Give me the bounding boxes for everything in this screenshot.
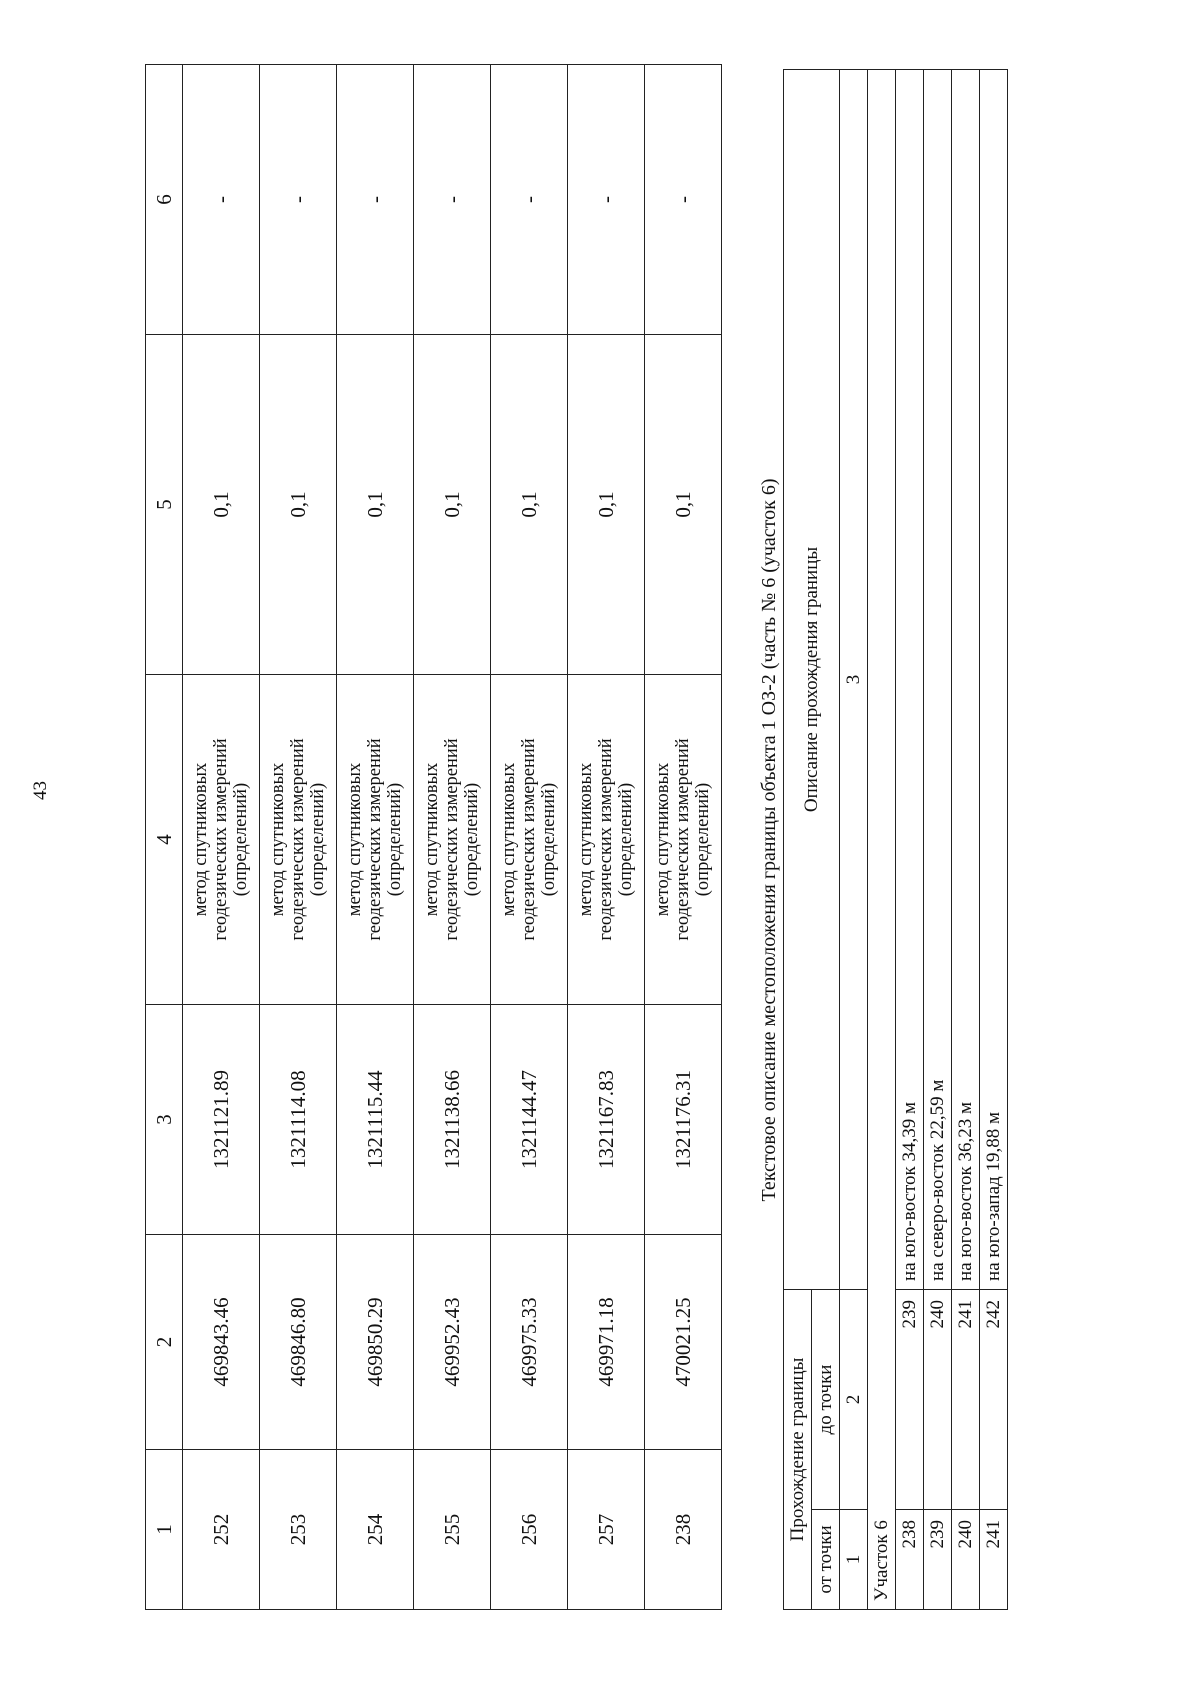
x-coordinate-cell: 469971.18 [568,1235,645,1450]
point-cell: 256 [491,1450,568,1610]
coordinates-table [145,64,722,1610]
from-column-header: от точки [812,1510,840,1610]
method-cell [414,675,491,1005]
boundary-segment-row [896,69,924,1609]
method-line: метод спутниковых [191,762,211,917]
method-line: геодезических измерений [519,738,539,941]
x-coordinate-cell: 469846.80 [260,1235,337,1450]
accuracy-cell: 0,1 [645,335,722,675]
to-point-cell: 241 [952,1289,980,1509]
page-number: 43 [30,781,51,800]
boundary-segment-row [980,69,1008,1609]
coordinate-row [183,65,260,1610]
segment-description-cell: на юго-восток 36,23 м [952,69,980,1289]
from-point-cell: 241 [980,1510,1008,1610]
accuracy-cell: 0,1 [568,335,645,675]
note-cell: - [491,65,568,335]
boundary-segment-row [924,69,952,1609]
point-cell: 255 [414,1450,491,1610]
y-coordinate-cell: 1321114.08 [260,1005,337,1235]
method-cell [645,675,722,1005]
coordinate-row [414,65,491,1610]
header-cell: 4 [146,675,183,1005]
accuracy-cell: 0,1 [337,335,414,675]
method-line: метод спутниковых [268,762,288,917]
method-line: метод спутниковых [345,762,365,917]
coordinate-row [568,65,645,1610]
method-line: геодезических измерений [596,738,616,941]
segment-description-cell: на юго-запад 19,88 м [980,69,1008,1289]
note-cell: - [337,65,414,335]
x-coordinate-cell: 469843.46 [183,1235,260,1450]
segment-description-cell: на юго-восток 34,39 м [896,69,924,1289]
method-line: (определений) [385,782,405,897]
method-line: метод спутниковых [576,762,596,917]
from-point-cell: 238 [896,1510,924,1610]
method-line: (определений) [462,782,482,897]
group-header: Прохождение границы [784,1289,812,1609]
header-cell: 5 [146,335,183,675]
method-line: (определений) [231,782,251,897]
to-column-number: 2 [840,1289,868,1509]
method-cell [491,675,568,1005]
note-cell: - [645,65,722,335]
y-coordinate-cell: 1321138.66 [414,1005,491,1235]
method-line: геодезических измерений [365,738,385,941]
accuracy-cell: 0,1 [183,335,260,675]
method-line: (определений) [616,782,636,897]
point-cell: 254 [337,1450,414,1610]
from-point-cell: 240 [952,1510,980,1610]
note-cell: - [568,65,645,335]
header-cell: 1 [146,1450,183,1610]
method-cell [183,675,260,1005]
rotated-page-content [145,110,1145,1610]
desc-column-header: Описание прохождения границы [784,69,840,1289]
y-coordinate-cell: 1321115.44 [337,1005,414,1235]
method-cell [337,675,414,1005]
x-coordinate-cell: 469952.43 [414,1235,491,1450]
method-cell [568,675,645,1005]
method-line: геодезических измерений [211,738,231,941]
x-coordinate-cell: 469850.29 [337,1235,414,1450]
y-coordinate-cell: 1321167.83 [568,1005,645,1235]
point-cell: 253 [260,1450,337,1610]
point-cell: 252 [183,1450,260,1610]
coordinate-row [491,65,568,1610]
method-line: геодезических измерений [442,738,462,941]
boundary-segment-row [952,69,980,1609]
to-point-cell: 239 [896,1289,924,1509]
method-line: метод спутниковых [422,762,442,917]
method-line: (определений) [693,782,713,897]
header-cell: 3 [146,1005,183,1235]
note-cell: - [183,65,260,335]
coordinate-row [260,65,337,1610]
coordinate-row [645,65,722,1610]
note-cell: - [414,65,491,335]
x-coordinate-cell: 469975.33 [491,1235,568,1450]
y-coordinate-cell: 1321121.89 [183,1005,260,1235]
method-line: метод спутниковых [499,762,519,917]
boundary-description-table [783,69,1008,1610]
method-line: (определений) [539,782,559,897]
method-line: геодезических измерений [288,738,308,941]
accuracy-cell: 0,1 [491,335,568,675]
x-coordinate-cell: 470021.25 [645,1235,722,1450]
method-line: метод спутниковых [653,762,673,917]
desc-column-number: 3 [840,69,868,1289]
coordinates-header-row [146,65,183,1610]
to-column-header: до точки [812,1289,840,1509]
accuracy-cell: 0,1 [414,335,491,675]
to-point-cell: 240 [924,1289,952,1509]
header-cell: 2 [146,1235,183,1450]
coordinate-row [337,65,414,1610]
note-cell: - [260,65,337,335]
point-cell: 257 [568,1450,645,1610]
section-label: Участок 6 [868,69,896,1609]
segment-description-cell: на северо-восток 22,59 м [924,69,952,1289]
method-cell [260,675,337,1005]
header-cell: 6 [146,65,183,335]
from-point-cell: 239 [924,1510,952,1610]
method-line: геодезических измерений [673,738,693,941]
y-coordinate-cell: 1321144.47 [491,1005,568,1235]
description-title: Текстовое описание местоположения границы объекта 1 ОЗ-2 (часть № 6 (участок 6) [758,478,780,1202]
method-line: (определений) [308,782,328,897]
from-column-number: 1 [840,1510,868,1610]
y-coordinate-cell: 1321176.31 [645,1005,722,1235]
point-cell: 238 [645,1450,722,1610]
accuracy-cell: 0,1 [260,335,337,675]
to-point-cell: 242 [980,1289,1008,1509]
